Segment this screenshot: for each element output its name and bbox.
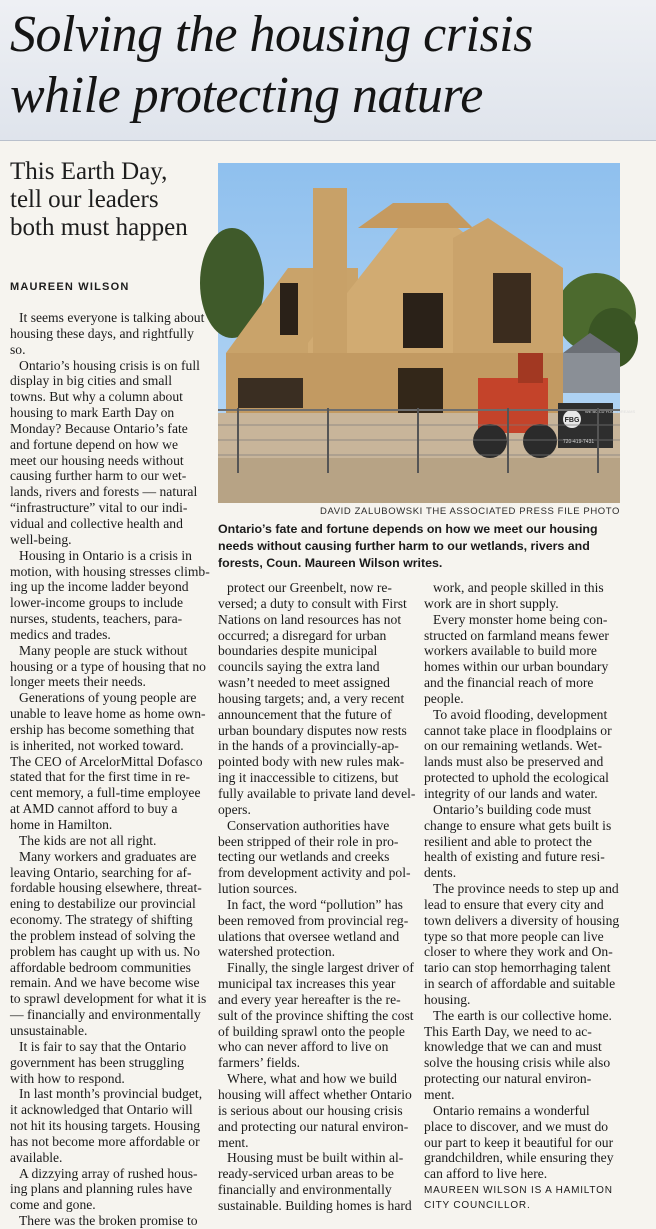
text-line: cannot take place in floodplains or	[424, 722, 612, 738]
text-line: economy. The strategy of shifting	[10, 912, 193, 928]
text-line: lower-income groups to include	[10, 595, 184, 611]
text-line: protected to uphold the ecological	[424, 770, 609, 786]
sign-phone: 720-419-7431	[563, 439, 595, 445]
text-line: It is fair to say that the Ontario	[19, 1038, 187, 1054]
sign-logo: FBG	[564, 417, 580, 424]
headline-line-1: Solving the housing crisis	[10, 6, 533, 63]
text-line: change to ensure what gets built is	[424, 817, 612, 833]
text-line: fully available to private land devel-	[218, 785, 416, 801]
paragraph	[10, 310, 208, 358]
author-bio	[424, 1183, 624, 1213]
text-line: The CEO of ArcelorMittal Dofasco	[10, 753, 203, 769]
text-line: housing or a type of housing that no	[10, 658, 206, 674]
text-line: from development activity and pol-	[218, 865, 411, 881]
paragraph	[10, 358, 208, 548]
text-line: Housing in Ontario is a crisis in	[19, 547, 192, 563]
paragraph	[10, 849, 208, 1039]
text-line: towns. But why a column about	[10, 389, 183, 405]
paragraph	[218, 897, 416, 960]
paragraph	[424, 802, 624, 881]
headline-banner	[0, 0, 656, 141]
text-line: of building sprawl onto the people	[218, 1023, 405, 1039]
text-line: In last month’s provincial budget,	[19, 1086, 203, 1102]
text-line: on our remaining wetlands. Wet-	[424, 738, 602, 754]
text-line: with how to respond.	[10, 1070, 125, 1086]
text-line: fordable housing elsewhere, threat-	[10, 880, 202, 896]
text-line: type so that more people can live	[424, 928, 604, 944]
text-line: leaving Ontario, searching for af-	[10, 864, 192, 880]
text-line: lands must also be preserved and	[424, 754, 604, 770]
text-line: structed on farmland means fewer	[424, 627, 609, 643]
text-line: lands, rivers and forests — natural	[10, 484, 198, 500]
paragraph	[218, 818, 416, 897]
text-line: The kids are not all right.	[19, 832, 157, 848]
paragraph	[424, 612, 624, 707]
text-line: A dizzying array of rushed hous-	[19, 1165, 198, 1181]
text-line: health of existing and future resi-	[424, 849, 605, 865]
paragraph	[424, 1103, 624, 1182]
text-line: well-being.	[10, 531, 72, 547]
text-line: sult of the province shifting the cost	[218, 1007, 414, 1023]
byline: MAUREEN WILSON	[10, 281, 130, 293]
text-line: — financially and environmentally	[10, 1007, 201, 1023]
house-construction-photo	[218, 163, 636, 503]
text-line: can afford to live here.	[424, 1166, 548, 1182]
text-line: councils saying the extra land	[218, 659, 380, 675]
text-line: pointed body with new rules mak-	[218, 754, 405, 770]
paragraph	[218, 1150, 416, 1213]
text-line: motion, with housing stresses climb-	[10, 563, 210, 579]
paragraph	[424, 580, 624, 612]
text-line: to sprawl development for what it is	[10, 991, 207, 1007]
text-line: knowledge that we can and must	[424, 1039, 602, 1055]
text-line: and fortune depend on how we	[10, 436, 178, 452]
text-line: work, and people skilled in this	[433, 580, 604, 595]
deck	[10, 158, 210, 242]
caption-line: needs without causing further harm to our wetlands, rivers and	[218, 538, 590, 553]
text-line: integrity of our lands and water.	[424, 785, 598, 801]
text-line: municipal tax increases this year	[218, 976, 396, 992]
text-line: Conservation authorities have	[227, 817, 390, 833]
text-line: lead to ensure that every city and	[424, 896, 604, 912]
text-line: Every monster home being con-	[433, 611, 608, 627]
text-line: opers.	[218, 801, 251, 817]
text-line: watershed protection.	[218, 944, 336, 960]
text-line: affordable bedroom communities	[10, 959, 191, 975]
text-line: so.	[10, 341, 26, 357]
photo-caption	[218, 521, 628, 571]
text-line: housing will affect whether Ontario	[218, 1087, 412, 1102]
text-line: medics and trades.	[10, 626, 111, 642]
paragraph	[10, 548, 208, 643]
text-line: been stripped of their role in pro-	[218, 833, 399, 849]
text-line: To avoid flooding, development	[433, 706, 608, 722]
paragraph	[424, 707, 624, 802]
text-line: Ontario’s housing crisis is on full	[19, 357, 200, 373]
text-line: protect our Greenbelt, now re-	[227, 580, 392, 595]
text-line: ing plans and planning rules have	[10, 1181, 193, 1197]
author-bio-line: CITY COUNCILLOR.	[424, 1200, 531, 1212]
text-line: and the financial reach of more	[424, 675, 594, 691]
text-line: ment.	[424, 1087, 455, 1102]
text-line: cent memory, a full-time employee	[10, 785, 201, 801]
text-line: ing it inaccessible to citizens, but	[218, 770, 399, 786]
sign-slogan: WE BUILD YOUR DREAMS	[585, 409, 636, 414]
text-line: boundaries despite municipal	[218, 643, 378, 659]
text-line: place to discover, and we must do	[424, 1118, 609, 1134]
text-line: versed; a duty to consult with First	[218, 595, 407, 611]
text-line: ening to destabilize our provincial	[10, 896, 196, 912]
text-line: who can never afford to live on	[218, 1039, 389, 1055]
paragraph	[10, 1039, 208, 1087]
paragraph	[10, 1213, 208, 1229]
text-line: vidual and collective health and	[10, 515, 183, 531]
text-line: stated that for the first time in re-	[10, 769, 191, 785]
paragraph	[218, 1071, 416, 1150]
text-line: Monday? Because Ontario’s fate	[10, 420, 188, 436]
text-line: display in big cities and small	[10, 373, 172, 389]
text-line: unable to leave home as home own-	[10, 706, 206, 722]
text-line: ership has become something that	[10, 721, 195, 737]
text-line: Where, what and how we build	[227, 1071, 397, 1087]
paragraph	[10, 643, 208, 691]
text-line: ment.	[218, 1134, 249, 1150]
text-line: at AMD cannot afford to buy a	[10, 801, 178, 817]
text-line: occurred; a disregard for urban	[218, 627, 387, 643]
headline-line-2: while protecting nature	[10, 67, 483, 124]
text-line: home in Hamilton.	[10, 817, 113, 832]
text-line: workers available to build more	[424, 643, 597, 659]
text-line: come and gone.	[10, 1197, 96, 1213]
text-line: available.	[10, 1149, 63, 1165]
text-line: town delivers a diversity of housing	[424, 912, 620, 928]
text-line: Ontario remains a wonderful	[433, 1102, 590, 1118]
text-line: The province needs to step up and	[433, 881, 619, 897]
paragraph	[424, 881, 624, 1008]
paragraph	[10, 1086, 208, 1165]
text-line: in search of affordable and suitable	[424, 976, 616, 992]
deck-line-2: tell our leaders	[10, 186, 159, 213]
author-bio-line: MAUREEN WILSON IS A HAMILTON	[424, 1185, 613, 1197]
text-line: It seems everyone is talking about	[19, 310, 205, 325]
article-photo	[218, 163, 636, 503]
text-line: The earth is our collective home.	[433, 1007, 612, 1023]
text-line: our part to keep it beautiful for our	[424, 1134, 614, 1150]
text-line: This Earth Day, we need to ac-	[424, 1023, 592, 1039]
text-line: There was the broken promise to	[19, 1213, 198, 1229]
text-line: Many people are stuck without	[19, 642, 188, 658]
text-line: announcement that the future of	[218, 706, 392, 722]
text-line: work are in short supply.	[424, 595, 559, 611]
text-line: is serious about our housing crisis	[218, 1102, 403, 1118]
text-line: ulations that oversee wetland and	[218, 928, 400, 944]
text-line: resilient and able to protect the	[424, 833, 592, 849]
text-line: housing targets; and, a very recent	[218, 690, 405, 706]
article-column-1	[10, 310, 208, 1229]
text-line: financially and environmentally	[218, 1182, 392, 1198]
text-line: solve the housing crisis while also	[424, 1055, 611, 1071]
caption-line: forests, Coun. Maureen Wilson writes.	[218, 555, 443, 570]
text-line: remain. And we have become wise	[10, 975, 200, 991]
paragraph	[10, 690, 208, 833]
text-line: lution sources.	[218, 881, 298, 897]
text-line: protecting our natural environ-	[424, 1071, 592, 1087]
text-line: Generations of young people are	[19, 690, 197, 706]
text-line: tario can stop hemorrhaging talent	[424, 960, 611, 976]
text-line: wasn’t needed to meet assigned	[218, 675, 390, 691]
text-line: grandchildren, while ensuring they	[424, 1150, 614, 1166]
text-line: unsustainable.	[10, 1022, 88, 1038]
text-line: is inherited, not worked toward.	[10, 737, 184, 753]
text-line: in the hands of a provincially-ap-	[218, 738, 399, 754]
text-line: tecting our wetlands and creeks	[218, 849, 390, 865]
article-column-2	[218, 580, 416, 1214]
text-line: “infrastructure” vital to our indi-	[10, 500, 188, 516]
text-line: it acknowledged that Ontario will	[10, 1102, 193, 1118]
text-line: been removed from provincial reg-	[218, 912, 409, 928]
text-line: Many workers and graduates are	[19, 848, 197, 864]
paragraph	[218, 580, 416, 818]
text-line: ing up the income ladder beyond	[10, 579, 189, 595]
text-line: and protecting our natural environ-	[218, 1118, 409, 1134]
text-line: homes within our urban boundary	[424, 659, 609, 675]
text-line: housing to mark Earth Day on	[10, 405, 175, 421]
text-line: ready-serviced urban areas to be	[218, 1166, 394, 1182]
text-line: people.	[424, 690, 464, 706]
text-line: and every year hereafter is the re-	[218, 991, 401, 1007]
text-line: not hit its housing targets. Housing	[10, 1118, 201, 1134]
text-line: causing further harm to our wet-	[10, 468, 187, 484]
text-line: farmers’ fields.	[218, 1055, 301, 1071]
text-line: government has been struggling	[10, 1054, 185, 1070]
paragraph	[424, 1008, 624, 1103]
deck-line-3: both must happen	[10, 214, 188, 241]
deck-line-1: This Earth Day,	[10, 158, 168, 185]
text-line: housing these days, and rightfully	[10, 325, 194, 341]
text-line: In fact, the word “pollution” has	[227, 896, 403, 912]
caption-line: Ontario’s fate and fortune depends on how we meet our housing	[218, 522, 598, 536]
article-column-3	[424, 580, 624, 1213]
text-line: dents.	[424, 865, 457, 881]
paragraph	[10, 1166, 208, 1214]
text-line: Ontario’s building code must	[433, 801, 592, 817]
paragraph	[218, 960, 416, 1071]
column-3-paragraphs	[424, 580, 624, 1182]
text-line: problem has caught up with us. No	[10, 943, 200, 959]
text-line: nurses, students, teachers, para-	[10, 611, 183, 627]
text-line: Finally, the single largest driver of	[227, 960, 414, 976]
text-line: Nations on land resources has not	[218, 611, 402, 627]
text-line: Housing must be built within al-	[227, 1150, 404, 1166]
text-line: housing.	[424, 991, 471, 1007]
paragraph	[10, 833, 208, 849]
text-line: has not become more affordable or	[10, 1133, 200, 1149]
text-line: urban boundary disputes now rests	[218, 722, 407, 738]
photo-credit: DAVID ZALUBOWSKI THE ASSOCIATED PRESS FILE PHOTO	[320, 506, 620, 517]
headline	[10, 4, 650, 126]
text-line: closer to where they work and On-	[424, 944, 613, 960]
text-line: meet our housing needs without	[10, 452, 184, 468]
text-line: longer meets their needs.	[10, 674, 146, 690]
text-line: the problem instead of solving the	[10, 927, 196, 943]
text-line: sustainable. Building homes is hard	[218, 1197, 412, 1213]
